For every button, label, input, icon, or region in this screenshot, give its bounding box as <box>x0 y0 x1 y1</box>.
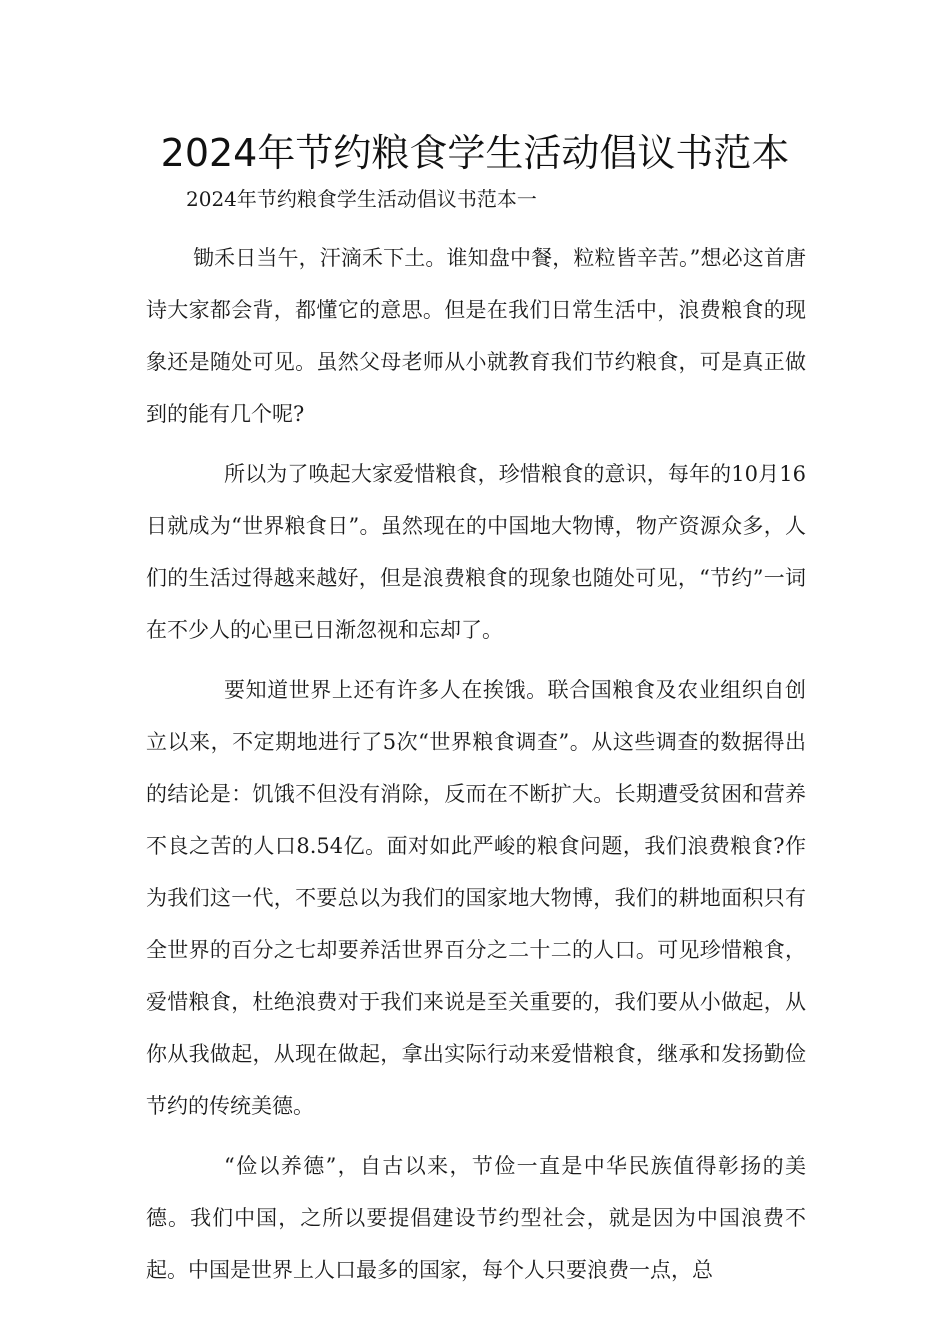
document-title: 2024年节约粮食学生活动倡议书范本 <box>160 131 790 175</box>
paragraph-3: 要知道世界上还有许多人在挨饿。联合国粮食及农业组织自创立以来，不定期地进行了5次“世界粮食调查”。从这些调查的数据得出的结论是：饥饿不但没有消除，反而在不断扩大。长期遭受贫困和营养不良之苦的人口8.54亿。面对如此严峻的粮食问题，我们浪费粮食?作为我们这一代，不要总以为我们的国家地大物博，我们的耕地面积只有全世界的百分之七却要养活世界百分之二十二的人口。可见珍惜粮食，爱惜粮食，杜绝浪费对于我们来说是至关重要的，我们要从小做起，从你从我做起，从现在做起，拿出实际行动来爱惜粮食，继承和发扬勤俭节约的传统美德。 <box>146 678 806 1118</box>
document-body <box>146 232 806 1304</box>
document-subtitle: 2024年节约粮食学生活动倡议书范本一 <box>186 187 537 211</box>
paragraph-2: 所以为了唤起大家爱惜粮食，珍惜粮食的意识，每年的10月16日就成为“世界粮食日”。虽然现在的中国地大物博，物产资源众多，人们的生活过得越来越好，但是浪费粮食的现象也随处可见，“节约”一词在不少人的心里已日渐忽视和忘却了。 <box>146 462 806 642</box>
paragraph-4: “俭以养德”，自古以来，节俭一直是中华民族值得彰扬的美德。我们中国，之所以要提倡建设节约型社会，就是因为中国浪费不起。中国是世界上人口最多的国家，每个人只要浪费一点，总 <box>146 1154 806 1282</box>
paragraph-1: 锄禾日当午，汗滴禾下土。谁知盘中餐，粒粒皆辛苦。”想必这首唐诗大家都会背，都懂它的意思。但是在我们日常生活中，浪费粮食的现象还是随处可见。虽然父母老师从小就教育我们节约粮食，可是真正做到的能有几个呢? <box>146 246 806 426</box>
